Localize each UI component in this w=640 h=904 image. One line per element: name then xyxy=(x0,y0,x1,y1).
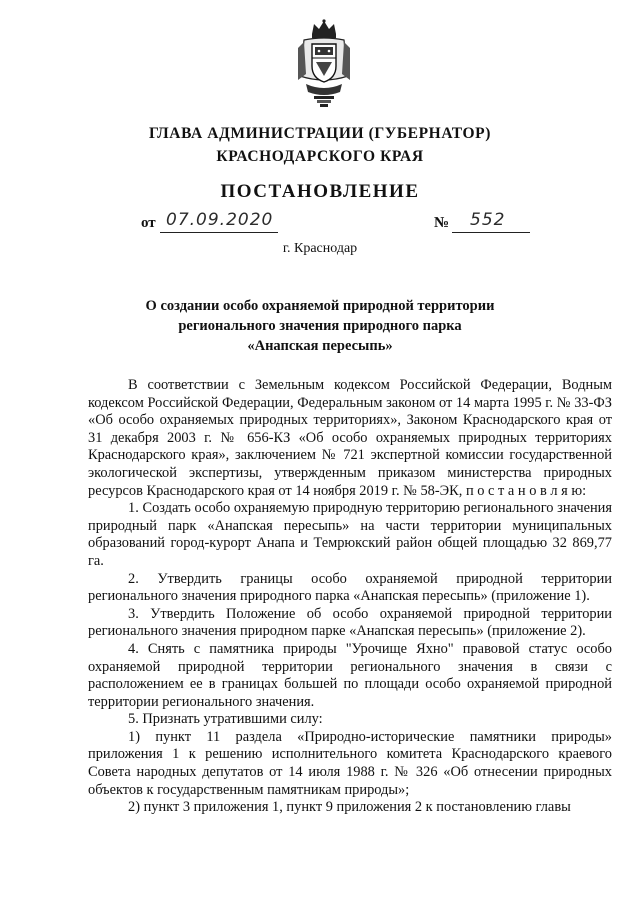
clause-5-subitem-1: 1) пункт 11 раздела «Природно-исторические памятники природы» приложения 1 к решению исполнительного комитета Краснодарского краевого Совета народных депутатов от 14 июля 1988 г. № 326 «Об отнесении природных объектов к государственным памятникам природы»; xyxy=(88,728,612,798)
clause-1: 1. Создать особо охраняемую природную территорию регионального значения природный парк «Анапская пересыпь» на части территории муниципальных образований город-курорт Анапа и Темрюкский район общей площадью 32 869,77 га. xyxy=(88,500,612,569)
resolve-word: п о с т а н о в л я ю: xyxy=(465,482,587,499)
clause-3: 3. Утвердить Положение об особо охраняемой природной территории регионального значения природном парке «Анапская пересыпь» (приложение 2). xyxy=(88,605,612,640)
clause-4: 4. Снять с памятника природы "Урочище Яхно" правовой статус особо охраняемой природной территории регионального значения в связи с расположением ее в границах большей по площади особо охраняемой природной территории регионального значения. xyxy=(88,640,612,710)
preamble-text: В соответствии с Земельным кодексом Российской Федерации, Водным кодексом Российской Федерации, Федеральным законом от 14 марта 1995 г. № 33-ФЗ «Об особо охраняемых природных территориях», Законом Краснодарского края от 31 декабря 2003 г. № 656-КЗ «Об особо охраняемых природных территориях Краснодарского края», заключением № 721 экспертной комиссии государственной экологической экспертизы, утвержденным приказом министерства природных ресурсов Краснодарского края от 14 ноября 2019 г. № 58-ЭК, xyxy=(88,377,612,499)
preamble-paragraph xyxy=(88,377,612,500)
subject-line-2: регионального значения природного парка xyxy=(178,318,462,334)
document-type-title: ПОСТАНОВЛЕНИЕ xyxy=(220,181,420,202)
number-label: № xyxy=(434,215,450,231)
clause-5: 5. Признать утратившими силу: xyxy=(128,711,323,728)
date-value: 07.09.2020 xyxy=(166,210,274,230)
number-value: 552 xyxy=(470,210,506,230)
authority-line-1: ГЛАВА АДМИНИСТРАЦИИ (ГУБЕРНАТОР) xyxy=(149,125,491,142)
authority-line-2: КРАСНОДАРСКОГО КРАЯ xyxy=(216,148,424,165)
subject-line-1: О создании особо охраняемой природной территории xyxy=(145,298,495,314)
place-of-issue: г. Краснодар xyxy=(282,241,358,256)
coat-of-arms-icon xyxy=(294,18,354,110)
date-label: от xyxy=(141,215,156,231)
clause-2: 2. Утвердить границы особо охраняемой природной территории регионального значения природного парка «Анапская пересыпь» (приложение 1). xyxy=(88,570,612,605)
subject-line-3: «Анапская пересыпь» xyxy=(247,338,393,354)
clause-5-subitem-2: 2) пункт 3 приложения 1, пункт 9 приложения 2 к постановлению главы xyxy=(128,799,571,816)
date-underline xyxy=(160,232,278,233)
document-body xyxy=(88,377,612,817)
number-underline xyxy=(452,232,530,233)
